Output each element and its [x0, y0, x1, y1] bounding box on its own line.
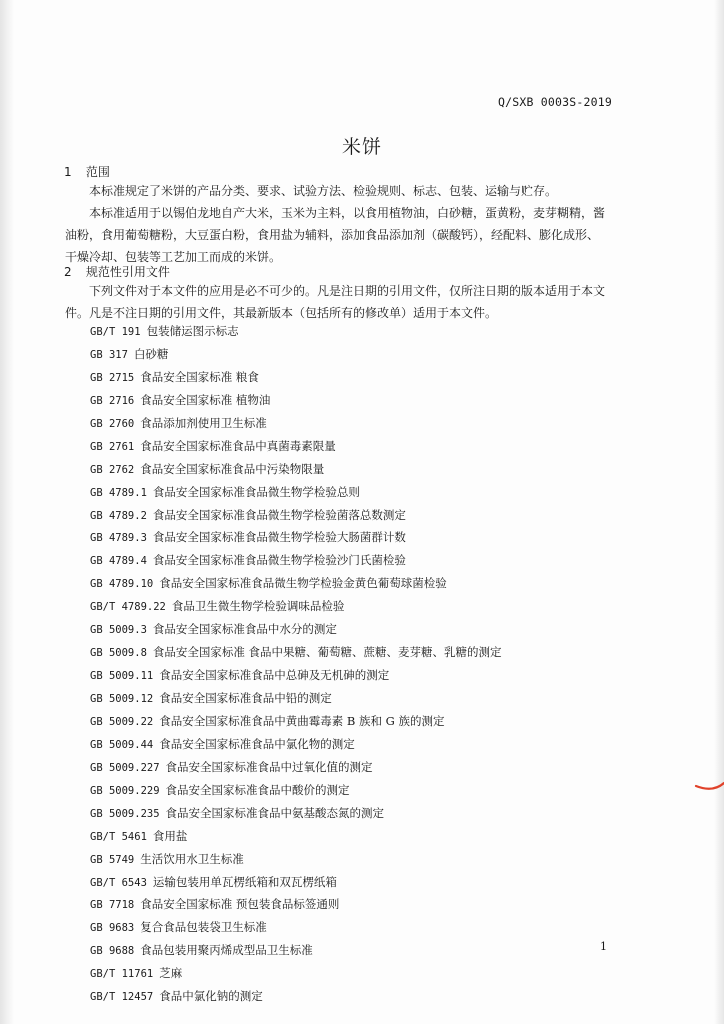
reference-list — [90, 320, 502, 1008]
reference-code: GB 5009.44 — [90, 738, 154, 751]
reference-code: GB 4789.3 — [90, 532, 147, 545]
section-1-number: 1 — [64, 165, 72, 179]
reference-item — [90, 893, 502, 916]
reference-item — [90, 320, 502, 343]
reference-code: GB 2761 — [90, 440, 135, 453]
reference-code: GB 4789.10 — [90, 578, 154, 591]
reference-item — [90, 871, 502, 894]
reference-item — [90, 504, 502, 527]
reference-item — [90, 343, 502, 366]
reference-item — [90, 802, 502, 825]
reference-item — [90, 641, 502, 664]
reference-title: 食品安全国家标准食品中污染物限量 — [140, 461, 325, 476]
reference-title: 复合食品包装袋卫生标准 — [140, 920, 267, 935]
reference-item — [90, 549, 502, 572]
reference-code: GB 5009.3 — [90, 624, 147, 637]
reference-item — [90, 595, 502, 618]
reference-item — [90, 962, 502, 985]
reference-item — [90, 985, 502, 1008]
document-code: Q/SXB 0003S-2019 — [498, 95, 612, 109]
reference-title: 芝麻 — [159, 966, 183, 981]
reference-code: GB 2760 — [90, 417, 135, 430]
scope-paragraph-1: 本标准规定了米饼的产品分类、要求、试验方法、检验规则、标志、包装、运输与贮存。 — [89, 184, 558, 198]
reference-code: GB 5009.12 — [90, 693, 154, 705]
reference-item — [90, 733, 502, 756]
reference-code: GB 5009.229 — [90, 784, 160, 797]
reference-item — [90, 939, 502, 962]
scope-paragraph-2: 本标准适用于以锡伯龙地自产大米，玉米为主料，以食用植物油，白砂糖，蛋黄粉，麦芽糊精，酱油粉，食用葡萄糖粉，大豆蛋白粉，食用盐为辅料，添加食品添加剂（碳酸钙），经配料、膨化成形、干燥冷却、包装等工艺加工而成的米饼。 — [65, 206, 606, 264]
reference-code: GB 5009.227 — [90, 761, 160, 774]
reference-code: GB/T 6543 — [90, 876, 147, 889]
reference-item — [90, 618, 502, 641]
reference-item — [90, 389, 502, 412]
reference-title: 白砂糖 — [133, 346, 169, 361]
reference-item — [90, 687, 502, 710]
document-title: 米饼 — [341, 136, 382, 158]
reference-title: 食品中氯化钠的测定 — [159, 989, 263, 1004]
reference-title: 生活饮用水卫生标准 — [140, 851, 244, 866]
reference-item — [90, 526, 502, 549]
reference-item — [90, 664, 502, 687]
red-pen-mark-icon — [694, 772, 724, 812]
reference-item — [90, 458, 502, 481]
reference-item — [90, 825, 502, 848]
reference-title: 包装储运图示标志 — [146, 324, 239, 338]
reference-title: 食品安全国家标准 植物油 — [140, 392, 271, 407]
reference-title: 食用盐 — [152, 828, 188, 843]
section-2-number: 2 — [64, 265, 72, 279]
reference-code: GB/T 4789.22 — [90, 601, 166, 614]
reference-code: GB/T 12457 — [90, 991, 154, 1004]
reference-item — [90, 710, 502, 733]
reference-title: 食品安全国家标准食品中真菌毒素限量 — [140, 438, 336, 453]
reference-title: 食品卫生微生物学检验调味品检验 — [171, 599, 345, 614]
reference-item — [90, 366, 502, 389]
reference-title: 食品安全国家标准食品中氨基酸态氮的测定 — [165, 805, 385, 820]
reference-title: 食品安全国家标准食品微生物学检验大肠菌群计数 — [152, 530, 406, 545]
reference-title: 食品安全国家标准 食品中果糖、葡萄糖、蔗糖、麦芽糖、乳糖的测定 — [152, 645, 502, 660]
reference-item — [90, 848, 502, 871]
reference-code: GB 2762 — [90, 463, 135, 476]
reference-code: GB 5009.11 — [90, 670, 154, 683]
section-2-title: 规范性引用文件 — [85, 265, 170, 279]
reference-code: GB 5749 — [90, 853, 135, 866]
reference-title: 食品添加剂使用卫生标准 — [140, 415, 267, 430]
reference-code: GB/T 191 — [90, 326, 141, 338]
reference-code: GB 5009.235 — [90, 807, 160, 820]
reference-item — [90, 435, 502, 458]
reference-code: GB 4789.1 — [90, 486, 147, 499]
reference-title: 食品安全国家标准食品微生物学检验总则 — [152, 484, 360, 499]
reference-title: 食品安全国家标准食品中铅的测定 — [159, 691, 332, 705]
reference-code: GB 9683 — [90, 922, 135, 935]
reference-item — [90, 756, 502, 779]
references-intro-paragraph: 下列文件对于本文件的应用是必不可少的。凡是注日期的引用文件，仅所注日期的版本适用于本文件。凡是不注日期的引用文件，其最新版本（包括所有的修改单）适用于本文件。 — [65, 284, 606, 320]
reference-code: GB 5009.22 — [90, 715, 154, 728]
reference-item — [90, 412, 502, 435]
reference-title: 食品安全国家标准食品微生物学检验菌落总数测定 — [152, 507, 406, 522]
reference-item — [90, 572, 502, 595]
section-1-heading — [64, 163, 110, 180]
reference-item — [90, 779, 502, 802]
reference-code: GB/T 5461 — [90, 830, 147, 843]
reference-title: 食品安全国家标准食品中水分的测定 — [152, 622, 337, 637]
reference-title: 食品安全国家标准食品中过氧化值的测定 — [165, 759, 373, 774]
reference-code: GB/T 11761 — [90, 968, 154, 981]
reference-code: GB 4789.2 — [90, 509, 147, 522]
reference-title: 食品安全国家标准 预包装食品标签通则 — [140, 897, 340, 912]
reference-code: GB 5009.8 — [90, 647, 147, 660]
reference-title: 食品安全国家标准食品微生物学检验沙门氏菌检验 — [152, 553, 406, 568]
section-2-heading — [64, 263, 170, 280]
section-1-title: 范围 — [85, 165, 110, 179]
reference-code: GB 9688 — [90, 945, 135, 958]
reference-title: 食品包装用聚丙烯成型品卫生标准 — [140, 943, 313, 958]
reference-item — [90, 481, 502, 504]
reference-title: 食品安全国家标准食品中酸价的测定 — [165, 782, 350, 797]
reference-title: 食品安全国家标准食品微生物学检验金黄色葡萄球菌检验 — [159, 576, 447, 591]
reference-title: 食品安全国家标准食品中氯化物的测定 — [159, 736, 355, 751]
page-number: 1 — [600, 940, 607, 953]
reference-code: GB 317 — [90, 348, 128, 361]
reference-item — [90, 916, 502, 939]
reference-code: GB 4789.4 — [90, 555, 147, 568]
reference-title: 食品安全国家标准食品中黄曲霉毒素 B 族和 G 族的测定 — [159, 713, 445, 728]
reference-code: GB 2716 — [90, 394, 135, 407]
reference-title: 食品安全国家标准食品中总砷及无机砷的测定 — [159, 668, 390, 683]
reference-code: GB 2715 — [90, 371, 135, 384]
reference-title: 运输包装用单瓦楞纸箱和双瓦楞纸箱 — [152, 874, 337, 889]
reference-title: 食品安全国家标准 粮食 — [140, 369, 259, 384]
reference-code: GB 7718 — [90, 899, 135, 912]
